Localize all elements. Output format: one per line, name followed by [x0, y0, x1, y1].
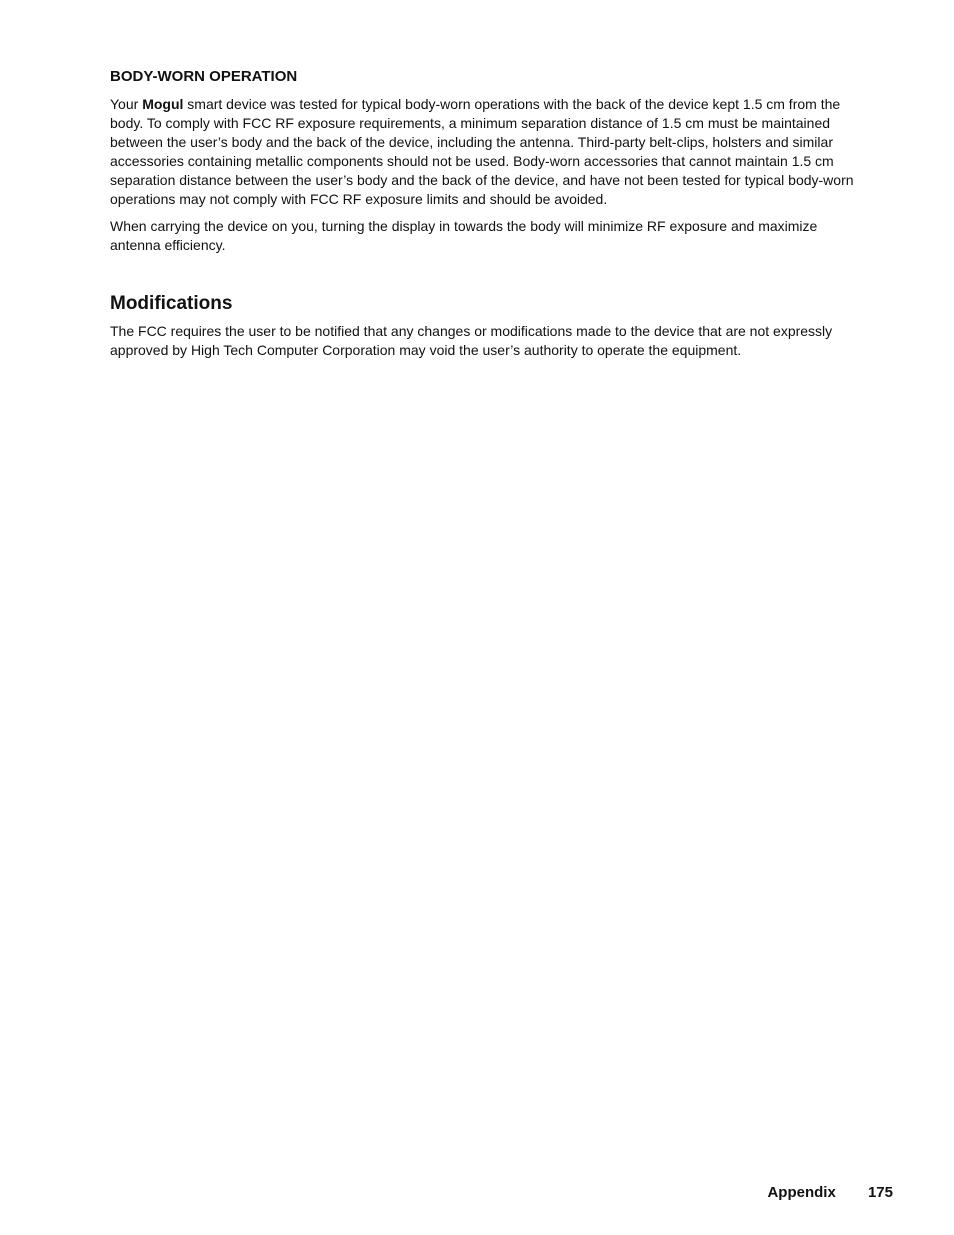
page-content — [110, 67, 870, 368]
para-prefix: Your — [110, 96, 143, 112]
footer-section-label: Appendix — [767, 1184, 836, 1201]
page-number: 175 — [867, 1184, 893, 1201]
body-worn-paragraph — [110, 95, 870, 209]
device-name: Mogul — [142, 96, 184, 112]
carrying-paragraph: When carrying the device on you, turning the display in towards the body will minimize RF exposure and maximize antenna efficiency. — [110, 218, 818, 253]
page-footer — [767, 1183, 893, 1203]
body-worn-heading: BODY-WORN OPERATION — [110, 68, 298, 85]
modifications-paragraph: The FCC requires the user to be notified that any changes or modifications made to the device that are not expressly approved by High Tech Computer Corporation may void the user’s authority to operate the equipment. — [110, 323, 833, 358]
modifications-heading: Modifications — [110, 293, 233, 314]
para-body: smart device was tested for typical body-worn operations with the back of the device kept 1.5 cm from the body. To comply with FCC RF exposure requirements, a minimum separation distance of 1.5 cm must be maintained between the user’s body and the back of the device, including the antenna. Third-party belt-clips, holsters and similar accessories containing metallic components should not be used. Body-worn accessories that cannot maintain 1.5 cm separation distance between the user’s body and the back of the device, and have not been tested for typical body-worn operations may not comply with FCC RF exposure limits and should be avoided. — [110, 96, 854, 207]
